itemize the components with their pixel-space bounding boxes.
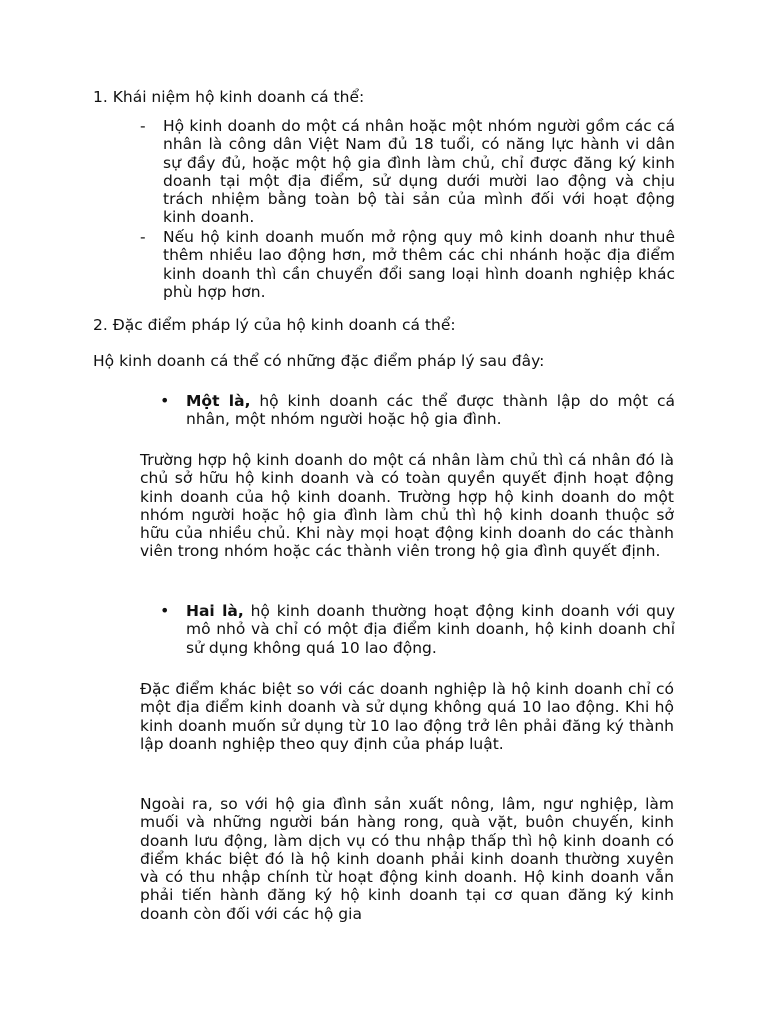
- feature-bullet-1: [160, 392, 675, 429]
- feature-2-body: hộ kinh doanh thường hoạt động kinh doanh với quy mô nhỏ và chỉ có một địa điểm kinh doanh, hộ kinh doanh chỉ sử dụng không quá 10 lao động.: [186, 602, 675, 657]
- bullet-icon: •: [160, 391, 170, 410]
- definition-text-2: Nếu hộ kinh doanh muốn mở rộng quy mô kinh doanh như thuê thêm nhiều lao động hơn, mở thêm các chi nhánh hoặc địa điểm kinh doanh thì cần chuyển đổi sang loại hình doanh nghiệp khác phù hợp hơn.: [163, 228, 675, 301]
- section-2-intro: Hộ kinh doanh cá thể có những đặc điểm pháp lý sau đây:: [93, 352, 545, 370]
- definition-list-item-1: [140, 117, 675, 227]
- definition-text-1: Hộ kinh doanh do một cá nhân hoặc một nhóm người gồm các cá nhân là công dân Việt Nam đủ 18 tuổi, có năng lực hành vi dân sự đầy đủ, hoặc một hộ gia đình làm chủ, chỉ được đăng ký kinh doanh tại một địa điểm, sử dụng dưới mười lao động và chịu trách nhiệm bằng toàn bộ tài sản của mình đối với hoạt động kinh doanh.: [163, 117, 675, 227]
- dash-marker: -: [140, 117, 146, 135]
- paragraph-difference: Đặc điểm khác biệt so với các doanh nghiệp là hộ kinh doanh chỉ có một địa điểm kinh doanh và sử dụng không quá 10 lao động. Khi hộ kinh doanh muốn sử dụng từ 10 lao động trở lên phải đăng ký thành lập doanh nghiệp theo quy định của pháp luật.: [140, 680, 674, 753]
- feature-1-label: Một là,: [186, 392, 251, 410]
- feature-1-body: hộ kinh doanh các thể được thành lập do một cá nhân, một nhóm người hoặc hộ gia đình.: [186, 392, 675, 429]
- paragraph-ownership: Trường hợp hộ kinh doanh do một cá nhân làm chủ thì cá nhân đó là chủ sở hữu hộ kinh doanh và có toàn quyền quyết định hoạt động kinh doanh của hộ kinh doanh. Trường hợp hộ kinh doanh do một nhóm người hoặc hộ gia đình làm chủ thì hộ kinh doanh thuộc sở hữu của nhiều chủ. Khi này mọi hoạt động kinh doanh do các thành viên trong nhóm hoặc các thành viên trong hộ gia đình quyết định.: [140, 451, 674, 561]
- definition-list-item-2: [140, 228, 675, 301]
- paragraph-comparison: Ngoài ra, so với hộ gia đình sản xuất nông, lâm, ngư nghiệp, làm muối và những người bán hàng rong, quà vặt, buôn chuyến, kinh doanh lưu động, làm dịch vụ có thu nhập thấp thì hộ kinh doanh có điểm khác biệt đó là hộ kinh doanh phải kinh doanh thường xuyên và có thu nhập chính từ hoạt động kinh doanh. Hộ kinh doanh vẫn phải tiến hành đăng ký hộ kinh doanh tại cơ quan đăng ký kinh doanh còn đối với các hộ gia: [140, 795, 674, 923]
- bullet-icon: •: [160, 601, 170, 620]
- section-1-heading: 1. Khái niệm hộ kinh doanh cá thể:: [93, 88, 365, 106]
- feature-2-label: Hai là,: [186, 602, 244, 620]
- dash-marker: -: [140, 228, 146, 246]
- feature-1-text: [186, 392, 675, 429]
- feature-bullet-2: [160, 602, 675, 657]
- feature-2-text: [186, 602, 675, 657]
- section-2-heading: 2. Đặc điểm pháp lý của hộ kinh doanh cá thể:: [93, 316, 456, 334]
